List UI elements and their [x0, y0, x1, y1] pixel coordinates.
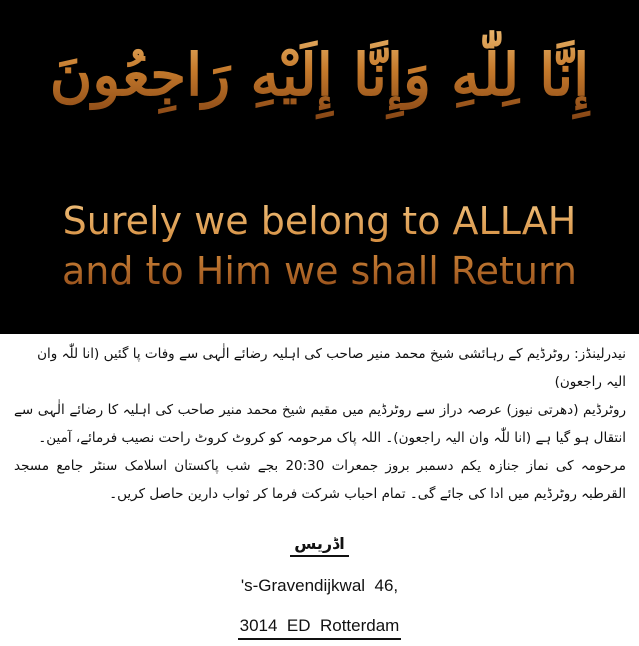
article-headline: نیدرلینڈز: روٹرڈیم کے رہائشی شیخ محمد منیر صاحب کی اہلیہ رضائے الٰہی سے وفات پا گئیں (انا للّٰہ وان الیہ راجعون): [37, 346, 626, 390]
english-verse: [0, 196, 639, 296]
address-city-label: 3014 ED Rotterdam: [238, 616, 402, 640]
address-city: [0, 616, 639, 640]
address-heading-label: اڈریس: [290, 534, 348, 557]
address-heading: [0, 534, 639, 557]
english-verse-line-1: Surely we belong to ALLAH: [62, 199, 577, 243]
address-street: 's-Gravendijkwal 46,: [240, 576, 399, 595]
article-paragraph-funeral: مرحومہ کی نماز جنازہ یکم دسمبر بروز جمعرات 20:30 بجے شب پاکستان اسلامک سنٹر جامع مسجد القرطبہ روٹرڈیم میں ادا کی جائے گی۔ تمام احباب شرکت فرما کر ثواب دارین حاصل کریں۔: [14, 458, 626, 502]
announcement-body: [0, 334, 639, 646]
article-paragraph-news: روٹرڈیم (دھرتی نیوز) عرصہ دراز سے روٹرڈیم میں مقیم شیخ محمد منیر صاحب کی اہلیہ کا رضائے الٰہی سے انتقال ہو گیا ہے (انا للّٰہ وان الیہ راجعون)۔ اللہ پاک مرحومہ کو کروٹ کروٹ راحت نصیب فرمائے، آمین۔: [14, 402, 626, 446]
english-verse-line-2: and to Him we shall Return: [61, 249, 578, 293]
arabic-calligraphy: إِنَّا لِلّٰهِ وَإِنَّا إِلَيْهِ رَاجِعُونَ: [28, 20, 611, 130]
urdu-article: [14, 340, 626, 508]
